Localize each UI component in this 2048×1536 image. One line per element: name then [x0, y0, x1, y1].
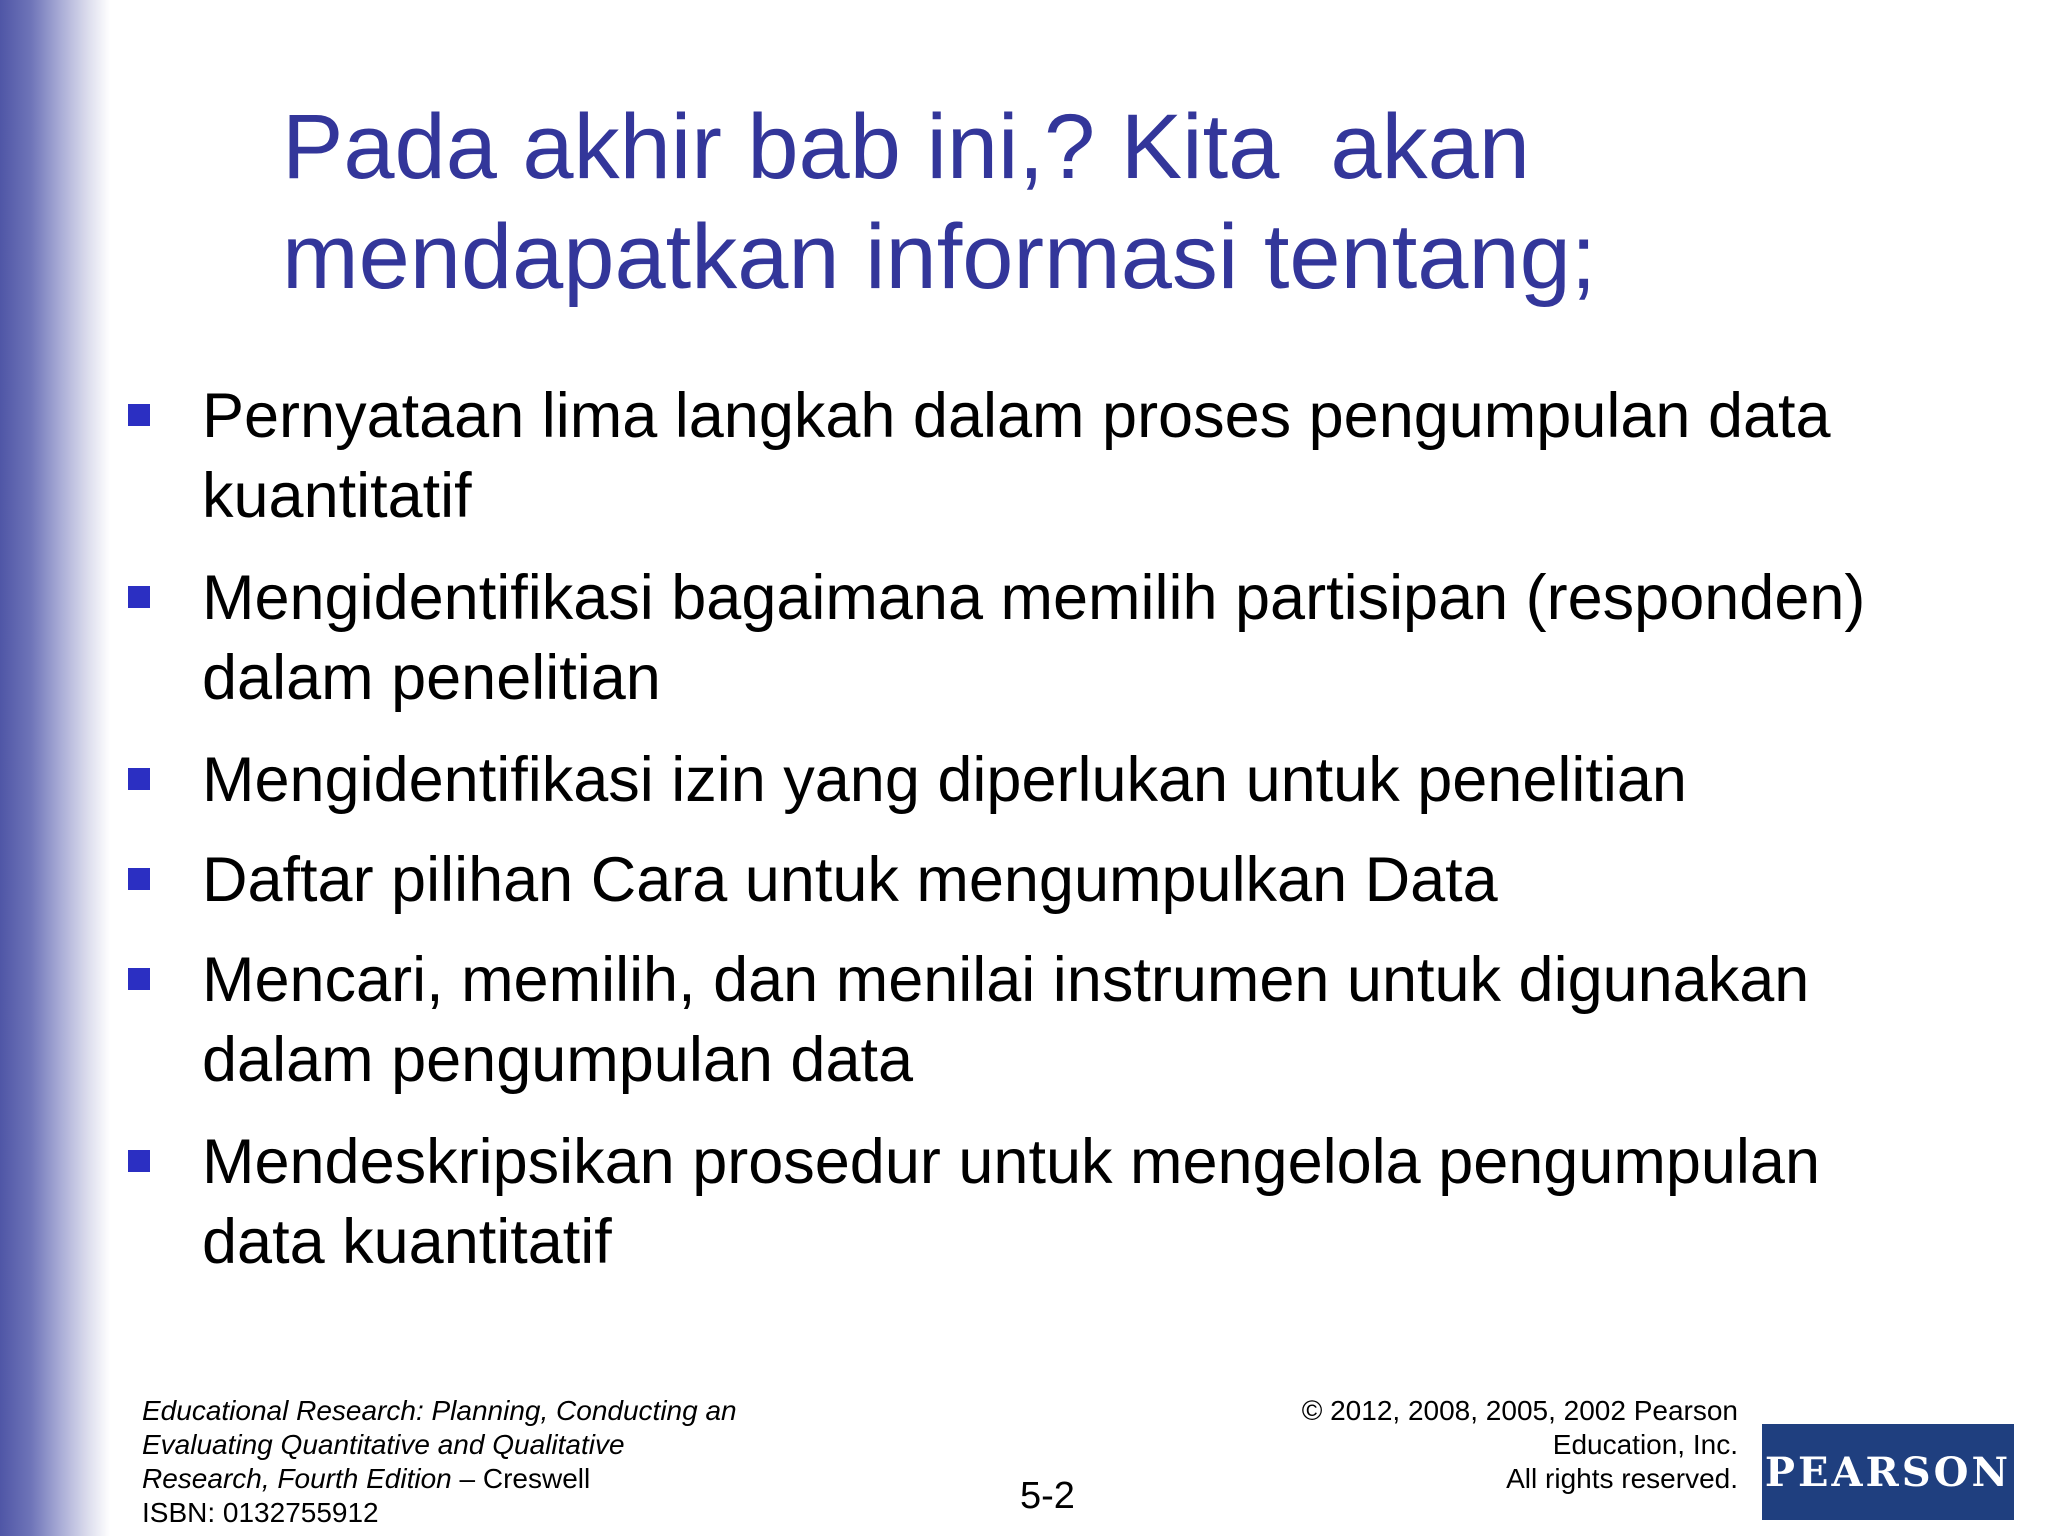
copyright-line: All rights reserved.: [1506, 1463, 1738, 1494]
slide-title: Pada akhir bab ini,? Kita akan mendapatkan informasi tentang;: [282, 96, 1597, 308]
pearson-logo-text: PEARSON: [1764, 1448, 2012, 1496]
book-citation-line: [142, 1462, 862, 1496]
bullet-text: Mendeskripsikan prosedur untuk mengelola pengumpulan data kuantitatif: [202, 1127, 1821, 1277]
book-author-text: – Creswell: [451, 1463, 591, 1494]
page-number: 5-2: [1020, 1475, 1075, 1517]
book-citation: [142, 1394, 862, 1530]
square-bullet-icon: [128, 768, 150, 790]
copyright-line: © 2012, 2008, 2005, 2002 Pearson: [1301, 1395, 1738, 1426]
book-citation-line: Educational Research: Planning, Conducting an: [142, 1395, 737, 1426]
bullet-text: Mengidentifikasi izin yang diperlukan untuk penelitian: [202, 745, 1687, 815]
square-bullet-icon: [128, 404, 150, 426]
bullet-text: Daftar pilihan Cara untuk mengumpulkan Data: [202, 845, 1498, 915]
book-citation-line: Evaluating Quantitative and Qualitative: [142, 1429, 625, 1460]
square-bullet-icon: [128, 968, 150, 990]
square-bullet-icon: [128, 868, 150, 890]
square-bullet-icon: [128, 1150, 150, 1172]
copyright-notice: [1138, 1394, 1738, 1496]
bullet-text: Pernyataan lima langkah dalam proses pengumpulan data kuantitatif: [202, 381, 1831, 531]
isbn-text: ISBN: 0132755912: [142, 1497, 379, 1528]
side-gradient-band: [0, 0, 110, 1536]
copyright-line: Education, Inc.: [1552, 1429, 1738, 1460]
pearson-logo: [1762, 1424, 2014, 1520]
square-bullet-icon: [128, 586, 150, 608]
book-edition-text: Research, Fourth Edition: [142, 1463, 452, 1494]
bullet-text: Mengidentifikasi bagaimana memilih partisipan (responden) dalam penelitian: [202, 563, 1866, 713]
bullet-text: Mencari, memilih, dan menilai instrumen untuk digunakan dalam pengumpulan data: [202, 945, 1810, 1095]
